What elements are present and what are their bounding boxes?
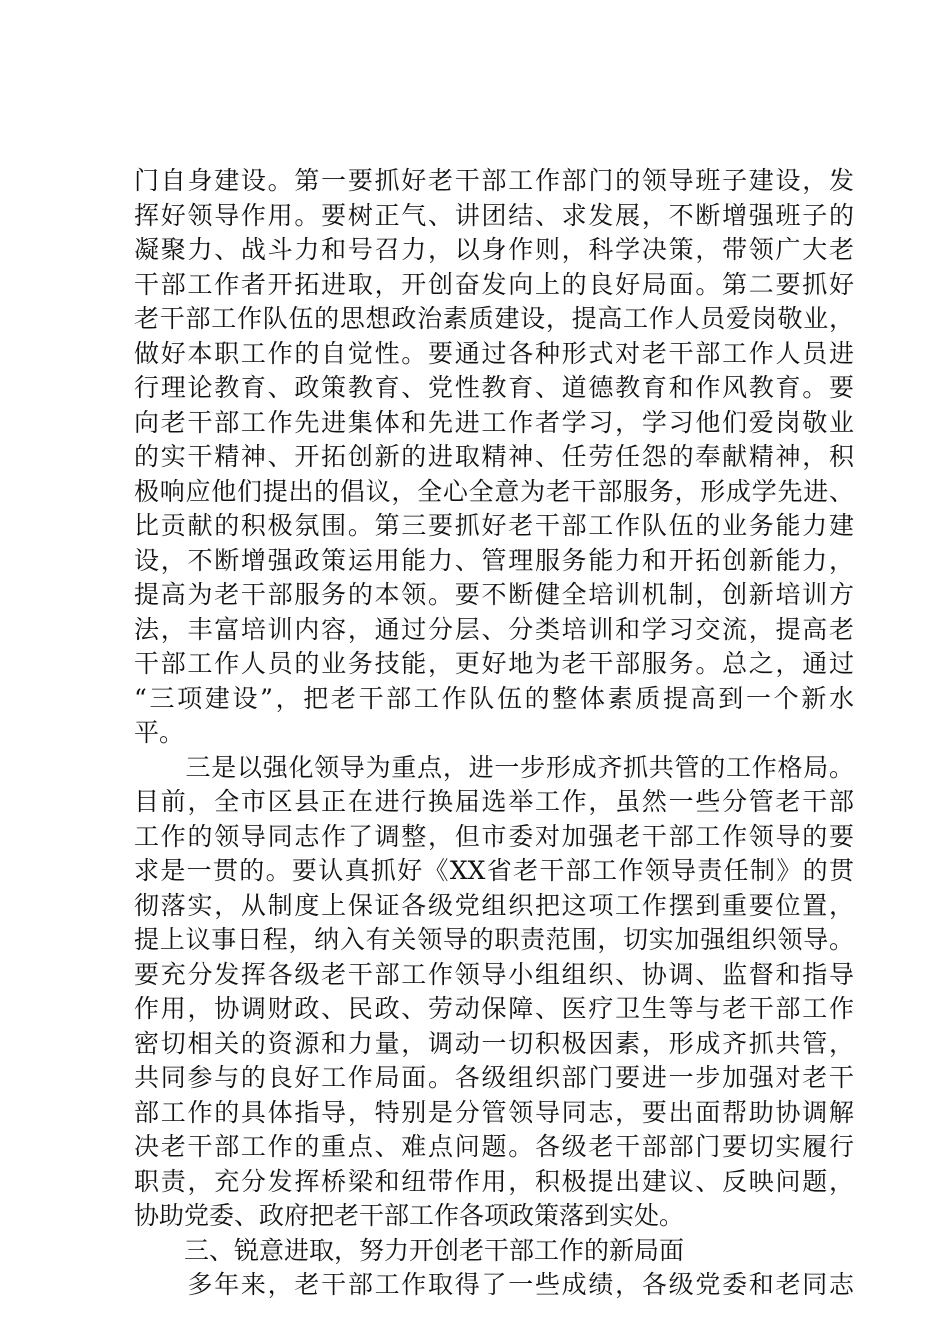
text-line: 职责，充分发挥桥梁和纽带作用，积极提出建议、反映问题， bbox=[134, 1166, 854, 1196]
text-line: 做好本职工作的自觉性。要通过各种形式对老干部工作人员进 bbox=[134, 338, 854, 368]
text-line: 比贡献的积极氛围。第三要抓好老干部工作队伍的业务能力建 bbox=[134, 511, 854, 540]
text-line: 挥好领导作用。要树正气、讲团结、求发展，不断增强班子的 bbox=[134, 200, 854, 230]
text-line: 提高为老干部服务的本领。要不断健全培训机制，创新培训方 bbox=[134, 580, 854, 609]
text-line: 凝聚力、战斗力和号召力，以身作则，科学决策，带领广大老 bbox=[134, 235, 854, 264]
text-line: 门自身建设。第一要抓好老干部工作部门的领导班子建设，发 bbox=[134, 166, 854, 195]
text-line: 彻落实，从制度上保证各级党组织把这项工作摆到重要位置， bbox=[134, 890, 854, 920]
text-line: 老干部工作队伍的思想政治素质建设，提高工作人员爱岗敬业， bbox=[134, 304, 854, 333]
text-line: 提上议事日程，纳入有关领导的职责范围，切实加强组织领导。 bbox=[134, 925, 854, 954]
text-line: 工作的领导同志作了调整，但市委对加强老干部工作领导的要 bbox=[134, 821, 854, 851]
text-line: 部工作的具体指导，特别是分管领导同志，要出面帮助协调解 bbox=[134, 1097, 854, 1127]
text-line: 设，不断增强政策运用能力、管理服务能力和开拓创新能力， bbox=[134, 545, 854, 575]
text-line: 干部工作人员的业务技能，更好地为老干部服务。总之，通过 bbox=[134, 649, 854, 678]
text-line: 的实干精神、开拓创新的进取精神、任劳任怨的奉献精神，积 bbox=[134, 442, 854, 471]
text-line: 向老干部工作先进集体和先进工作者学习，学习他们爱岗敬业 bbox=[134, 407, 854, 437]
text-line: 多年来，老干部工作取得了一些成绩，各级党委和老同志 bbox=[134, 1270, 854, 1299]
text-line: 决老干部工作的重点、难点问题。各级老干部部门要切实履行 bbox=[134, 1132, 854, 1161]
text-line: 行理论教育、政策教育、党性教育、道德教育和作风教育。要 bbox=[134, 373, 854, 402]
text-line: 密切相关的资源和力量，调动一切积极因素，形成齐抓共管， bbox=[134, 1028, 854, 1058]
text-line: 三是以强化领导为重点，进一步形成齐抓共管的工作格局。 bbox=[134, 752, 854, 782]
body-text bbox=[134, 164, 854, 1303]
text-line: 干部工作者开拓进取，开创奋发向上的良好局面。第二要抓好 bbox=[134, 269, 854, 299]
text-line: 求是一贯的。要认真抓好《XX省老干部工作领导责任制》的贯 bbox=[134, 856, 854, 885]
text-line: 共同参与的良好工作局面。各级组织部门要进一步加强对老干 bbox=[134, 1063, 854, 1092]
text-line: 协助党委、政府把老干部工作各项政策落到实处。 bbox=[134, 1201, 685, 1230]
text-line: 法，丰富培训内容，通过分层、分类培训和学习交流，提高老 bbox=[134, 614, 854, 644]
text-line: 极响应他们提出的倡议，全心全意为老干部服务，形成学先进、 bbox=[134, 476, 854, 506]
text-line: 目前，全市区县正在进行换届选举工作，虽然一些分管老干部 bbox=[134, 787, 854, 816]
text-line: 平。 bbox=[134, 718, 185, 747]
text-line: 要充分发挥各级老干部工作领导小组组织、协调、监督和指导 bbox=[134, 959, 854, 989]
section-heading: 三、锐意进取，努力开创老干部工作的新局面 bbox=[134, 1235, 685, 1265]
text-line: 作用，协调财政、民政、劳动保障、医疗卫生等与老干部工作 bbox=[134, 994, 854, 1023]
text-line: “三项建设”，把老干部工作队伍的整体素质提高到一个新水 bbox=[134, 683, 854, 713]
